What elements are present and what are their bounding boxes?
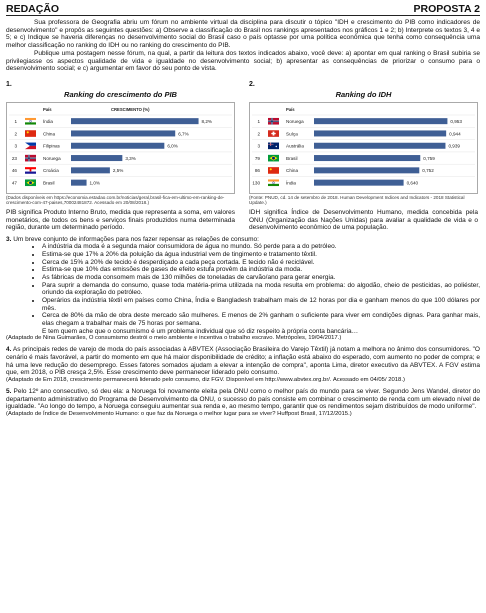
text4-body-wrap [6, 346, 480, 377]
col-header-country: País [43, 106, 52, 112]
bar [314, 155, 420, 161]
chart1-number: 1. [6, 80, 12, 88]
india-flag [268, 179, 279, 186]
text3-lead [6, 236, 480, 244]
data-label: 0,640 [406, 180, 419, 186]
category-label: Noruega [286, 118, 304, 124]
croatia-flag [25, 167, 36, 174]
col-header-value: CRESCIMENTO (%) [111, 106, 150, 112]
brazil-flag [268, 155, 279, 162]
instructions [6, 19, 480, 73]
bar [71, 118, 199, 124]
text3-lead-text: Um breve conjunto de informações para nos fazer repensar as relações de consumo: [13, 235, 259, 243]
bar [314, 118, 447, 124]
bar [314, 130, 446, 136]
list-item: • Para suprir a demanda do consumo, quase toda matéria-prima utilizada na moda resulta em problema: do algodão, cheio de pesticidas, ao poliéster, oriundo da exploração do petróleo. [42, 282, 480, 297]
chart2-svg [250, 103, 477, 193]
rank-label: 2 [14, 131, 17, 137]
list-item: • Cerca de 15% a 20% de tecido é desperdiçado a cada peça cortada. E tecido não é reciclável. [42, 259, 480, 267]
col-header-country: País [286, 106, 295, 112]
category-label: Filipinas [43, 143, 60, 149]
chart1-source: (Dados disponíveis em https://economia.estadao.com.br/noticias/geral,brasil-fica-em-ultimo-em-ranking-de-crescimento-com-47-paises,70002481872. Acessado em 20/08/2018.) [6, 194, 225, 206]
chart2-frame [249, 102, 478, 194]
data-label: 0,939 [448, 143, 460, 149]
text5-number: 5. [6, 387, 12, 395]
text4-number: 4. [6, 346, 12, 354]
text5-body-wrap [6, 388, 480, 411]
charts-row [6, 81, 480, 232]
data-label: 0,953 [450, 118, 462, 124]
china-flag [25, 130, 36, 137]
instructions-paragraph-1: Sua professora de Geografia abriu um fórum no ambiente virtual da disciplina para discutir o tópico "IDH e crescimento do PIB como indicadores de desenvolvimento" e propôs as seguintes questões: a) Observe a classificação do Brasil nos rankings apresentados nos gráficos 1 e 2; b) Interprete os textos 3, 4 e 5; e c) Indique se haveria diferenças no desenvolvimento social do Brasil caso o país optasse por uma política econômica que tenha como consequência uma melhor classificação no ranking do IDH ou no ranking do crescimento do PIB. [6, 19, 480, 50]
text4 [6, 346, 480, 384]
norway-flag [25, 155, 36, 162]
rank-label: 1 [257, 118, 260, 124]
philippines-flag [25, 142, 36, 149]
chart1-block [6, 81, 235, 232]
norway-flag [268, 118, 279, 125]
rank-label: 3 [257, 143, 260, 149]
bar [71, 180, 87, 186]
text3-tail: E tem quem ache que o consumismo é um problema individual que só diz respeito à própria conta bancária… [42, 327, 359, 335]
category-label: Suíça [286, 131, 298, 137]
list-item: • A indústria da moda é a segunda maior consumidora de água no mundo. Só perde para a do petróleo. [42, 243, 480, 251]
rank-label: 79 [254, 155, 260, 161]
text3-source: (Adaptado de Nina Guimarães, O consumismo destrói o meio ambiente e incentiva o trabalho escravo. Metrópoles, 19/04/2017.) [6, 335, 342, 342]
text4-body: As principais redes de varejo de moda do país associadas à ABVTEX (Associação Brasileira do Varejo Têxtil) já notam a melhora no ânimo dos consumidores. "O cenário é mais favorável, a partir do momento em que há maior disponibilidade de crédito; a inflação está abaixo do esperado, com aumento no poder de compra; e há uma leve redução do desemprego. Esses fatores somados ajudam a elevar a intenção de compra", aponta Lima, diretor executivo da ABVTEX. A FGV estima que, em 2018, o PIB cresça 2,5%. Esse crescimento deve permanecer liderado pelo consumo. [6, 346, 480, 377]
category-label: Brasil [286, 155, 298, 161]
list-item: • As fábricas de moda consomem mais de 130 milhões de toneladas de carvão/ano para gerar energia. [42, 274, 480, 282]
australia-flag [268, 142, 279, 149]
bar [71, 155, 122, 161]
data-label: 6,0% [167, 143, 178, 149]
bar [314, 167, 419, 173]
rank-label: 46 [11, 168, 17, 174]
chart-content [9, 107, 232, 186]
category-label: Austrália [286, 143, 304, 149]
text3 [6, 236, 480, 343]
rank-label: 86 [254, 168, 260, 174]
bar [71, 130, 175, 136]
rank-label: 47 [11, 180, 17, 186]
data-label: 2,5% [112, 168, 124, 174]
chart2-number: 2. [249, 80, 255, 88]
text5-body: Pelo 12º ano consecutivo, só deu ela: a Noruega foi novamente eleita pela ONU como o melhor país do mundo para se viver. Segundo Jens Wandel, diretor do departamento administrativo do Programa de Desenvolvimento da ONU, o sucesso do país consiste em combinar o crescimento de renda com um elevado nível de igualdade. "Ao longo do tempo, a Noruega conseguiu aumentar sua renda e, ao mesmo tempo, garantir que os rendimentos sejam distribuídos de modo uniforme". [6, 387, 480, 411]
list-item: • Estima-se que 10% das emissões de gases de efeito estufa provêm da indústria da moda. [42, 266, 480, 274]
rank-label: 1 [14, 118, 17, 124]
proposal-number: PROPOSTA 2 [413, 3, 480, 15]
header-title: REDAÇÃO [6, 3, 60, 15]
data-label: 3,3% [125, 155, 136, 161]
data-label: 0,944 [449, 131, 461, 137]
switzerland-flag [268, 130, 279, 137]
rank-label: 23 [11, 155, 17, 161]
data-label: 0,759 [423, 155, 435, 161]
category-label: China [43, 131, 56, 137]
india-flag [25, 118, 36, 125]
text5 [6, 388, 480, 418]
category-label: Noruega [43, 155, 61, 161]
rank-label: 130 [252, 180, 260, 186]
instructions-paragraph-2: Publique uma postagem nesse fórum, na qual, a partir da leitura dos textos indicados abaixo, você deve: a) apontar em qual ranking o Brasil subiria se privilegiasse os aspectos qualidade de vida e igualdade no desenvolvimento social; b) apresentar as consequências de priorizar o consumo para o desenvolvimento social; e c) argumentar em favor do seu ponto de vista. [6, 49, 480, 73]
data-label: 0,752 [422, 168, 434, 174]
page-header [6, 0, 480, 16]
data-label: 8,2% [201, 118, 213, 124]
data-label: 1,0% [89, 180, 101, 186]
data-label: 6,7% [178, 131, 189, 137]
category-label: China [286, 168, 299, 174]
chart2-caption: IDH significa Índice de Desenvolvimento Humano, medida concebida pela ONU (Organização das Nações Unidas) para avaliar a qualidade de vida e o desenvolvimento econômico de uma população. [249, 208, 478, 232]
chart1-svg [7, 103, 234, 193]
category-label: Croácia [43, 168, 59, 174]
bar [71, 167, 110, 173]
chart2-block [249, 81, 478, 232]
chart1-title: Ranking do crescimento do PIB [64, 89, 177, 99]
category-label: Índia [286, 180, 296, 186]
list-item: • Operários da indústria têxtil em países como China, Índia e Bangladesh trabalham mais de 12 horas por dia e ganham menos do que 100 dólares por mês. [42, 297, 480, 312]
list-item: • Estima-se que 17% a 20% da poluição da água industrial vem de tingimento e tratamento têxtil. [42, 251, 480, 259]
category-label: Índia [43, 118, 53, 124]
bar [314, 180, 404, 186]
chart1-frame [6, 102, 235, 194]
chart2-title: Ranking do IDH [335, 89, 392, 99]
text3-list [6, 243, 480, 327]
category-label: Brasil [43, 180, 55, 186]
text4-source: (Adaptado de Em 2018, crescimento permanecerá liderado pelo consumo, diz FGV. Disponível em http://www.abvtex.org.br/. Acessado em 04/05/ 2018.) [6, 376, 405, 383]
chart-content [252, 107, 475, 186]
text5-source: (Adaptado de Índice de Desenvolvimento Humano: o que faz da Noruega o melhor lugar para se viver? Huffpost Brasil, 17/12/2015.) [6, 410, 352, 417]
list-item: • Cerca de 80% da mão de obra deste mercado são mulheres. E menos de 2% ganham o suficiente para viver em condições dignas. Para ganhar mais, elas chegam a trabalhar mais de 75 horas por semana. [42, 312, 480, 327]
chart1-caption: PIB significa Produto Interno Bruto, medida que representa a soma, em valores monetários, de todos os bens e serviços finais produzidos numa determinada região, durante um determinado período. [6, 208, 235, 232]
rank-label: 3 [14, 143, 17, 149]
bar [314, 143, 445, 149]
china-flag [268, 167, 279, 174]
brazil-flag [25, 179, 36, 186]
bar [71, 143, 164, 149]
rank-label: 2 [257, 131, 260, 137]
text3-number: 3. [6, 235, 12, 243]
chart2-source: (Fonte: PNUD, cd. 14 de setembro de 2018. Human Development Indices and Indicators - 2018 Statistical Update.) [249, 194, 465, 206]
